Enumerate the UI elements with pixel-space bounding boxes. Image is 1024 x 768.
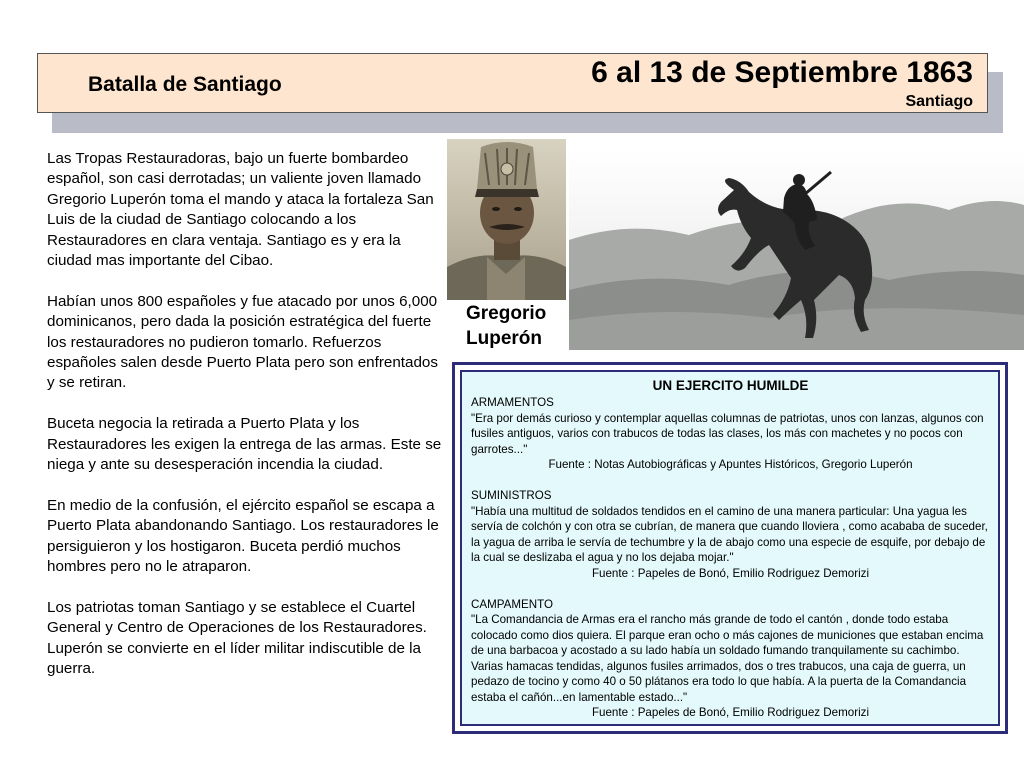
info-box-content <box>460 370 1000 726</box>
narrative-paragraph: Buceta negocia la retirada a Puerto Plata y los Restauradores les exigen la entrega de las armas. Este se niega y ante su desesperación incendia la ciudad. <box>47 415 442 474</box>
section-heading: SUMINISTROS <box>471 489 552 502</box>
section-source: Fuente : Papeles de Bonó, Emilio Rodriguez Demorizi <box>591 706 870 719</box>
section-heading: ARMAMENTOS <box>471 396 554 409</box>
section-quote: "La Comandancia de Armas era el rancho más grande de todo el cantón , donde todo estaba colocado como dios quiera. El parque eran ocho o más cajones de municiones que estaban encima de una barbacoa y acostado a su lado había un soldado fumando tranquilamente su cachimbo. Varias hamacas tendidas, algunos fusiles arrimados, dos o tres trabucos, una caja de guerra, un pedazo de tocino y como 40 o 50 plátanos era todo lo que había. A la puerta de la Comandancia estaba el cañón...en lamentable estado..." <box>471 613 984 704</box>
campamento-section <box>471 597 990 721</box>
narrative-paragraph: Habían unos 800 españoles y fue atacado por unos 6,000 dominicanos, pero dada la posición estratégica del fuerte los restauradores no pudieron tomarlo. Refuerzos españoles salen desde Puerto Plata pero son enfrentados y se retiran. <box>47 292 438 392</box>
caption-first-name: Gregorio <box>466 303 547 324</box>
info-box-title: UN EJERCITO HUMILDE <box>652 378 809 393</box>
battle-title: Batalla de Santiago <box>88 73 282 96</box>
narrative-paragraph: Los patriotas toman Santiago y se establece el Cuartel General y Centro de Operaciones de los Restauradores. Luperón se convierte en el líder militar indiscutible de la guerra. <box>47 598 427 678</box>
caption-last-name: Luperón <box>466 328 542 349</box>
battle-place: Santiago <box>905 93 973 110</box>
section-quote: "Había una multitud de soldados tendidos en el camino de una manera particular: Una yagua les servía de colchón y con otra se cubrían, de manera que cuando lloviera , como acababa de suceder, la yagua de arriba le servía de techumbre y la de abajo como una especie de esquife, por debajo de la cual se deslizaba el agua y no los dejaba mojar." <box>471 504 988 564</box>
narrative-text <box>47 149 447 700</box>
luperon-portrait-image <box>447 139 566 300</box>
section-source: Fuente : Papeles de Bonó, Emilio Rodriguez Demorizi <box>591 566 870 580</box>
section-source: Fuente : Notas Autobiográficas y Apuntes Históricos, Gregorio Luperón <box>548 458 913 471</box>
armamentos-section <box>471 395 990 473</box>
narrative-paragraph: En medio de la confusión, el ejército español se escapa a Puerto Plata abandonando Santiago. Los restauradores le persiguieron y los hostigaron. Buceta perdió muchos hombres pero no le atraparon. <box>47 496 439 576</box>
suministros-section <box>471 488 990 581</box>
section-quote: "Era por demás curioso y contemplar aquellas columnas de patriotas, unos con lanzas, algunos con fusiles antiguos, varios con trabucos de todas las clases, los más con machetes y no pocos con garrotes..." <box>471 411 984 456</box>
info-box <box>452 362 1008 734</box>
portrait-caption <box>466 301 566 351</box>
narrative-paragraph: Las Tropas Restauradoras, bajo un fuerte bombardeo español, son casi derrotadas; un valiente joven llamado Gregorio Luperón toma el mando y ataca la fortaleza San Luis de la ciudad de Santiago colocando a los Restauradores en clara ventaja. Santiago es y era la ciudad mas importante del Cibao. <box>47 150 434 270</box>
equestrian-statue-image <box>569 150 1024 350</box>
battle-date: 6 al 13 de Septiembre 1863 <box>591 56 973 89</box>
title-banner <box>37 53 988 113</box>
section-heading: CAMPAMENTO <box>471 597 554 611</box>
